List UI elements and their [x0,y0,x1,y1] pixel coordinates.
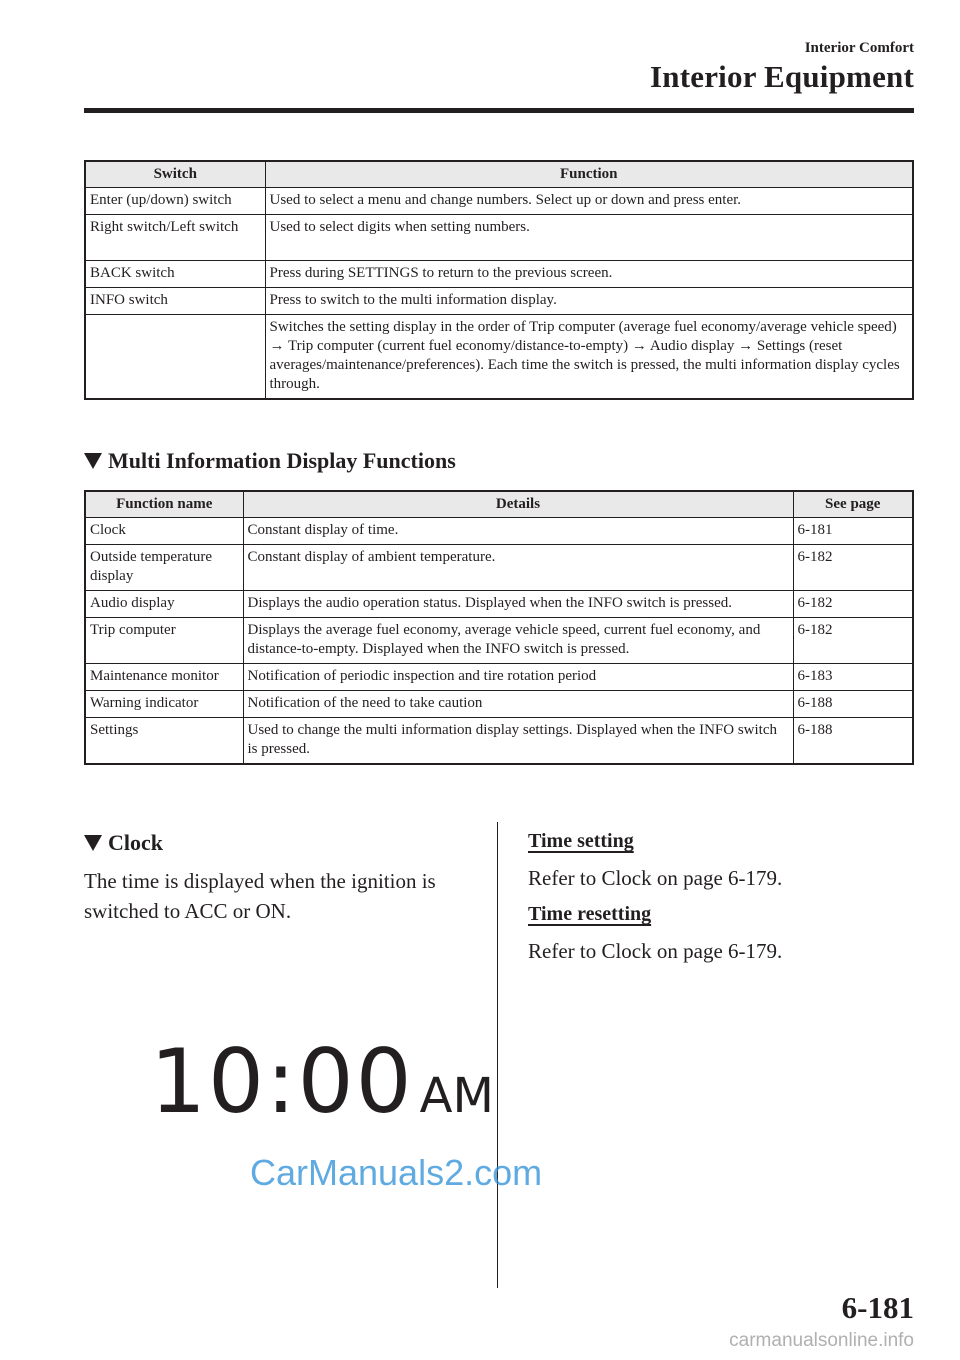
function-name-cell: Trip computer [85,618,243,664]
time-setting-heading: Time setting [528,830,634,852]
header-rule [84,108,914,113]
function-name-cell: Warning indicator [85,691,243,718]
time-resetting-heading: Time resetting [528,903,652,925]
details-cell: Notification of the need to take caution [243,691,793,718]
table-row [85,261,913,288]
function-name-cell: Settings [85,718,243,765]
see-page-cell: 6-182 [793,618,913,664]
time-resetting-text: Refer to Clock on page 6-179. [528,939,783,963]
see-page-cell: 6-188 [793,718,913,765]
see-page-cell: 6-182 [793,591,913,618]
table-row [85,591,913,618]
column-header: Function name [85,491,243,518]
section-heading-text: Multi Information Display Functions [108,448,456,473]
table-row [85,664,913,691]
column-header: Details [243,491,793,518]
details-cell: Constant display of ambient temperature. [243,545,793,591]
function-name-cell: Maintenance monitor [85,664,243,691]
time-setting-text: Refer to Clock on page 6-179. [528,866,783,890]
function-cell: Press to switch to the multi information display. [265,288,913,315]
page-title: Interior Equipment [650,59,914,94]
page-number: 6-181 [841,1290,914,1325]
table-row [85,315,913,400]
clock-section [84,830,484,926]
table-row [85,545,913,591]
table-row [85,518,913,545]
table-row [85,215,913,261]
details-cell: Displays the average fuel economy, average vehicle speed, current fuel economy, and distance-to-empty. Displayed when the INFO switch is pressed. [243,618,793,664]
functions-table [84,490,914,765]
details-cell: Constant display of time. [243,518,793,545]
clock-heading-text: Clock [108,830,163,855]
switch-cell: Enter (up/down) switch [85,188,265,215]
section-label: Interior Comfort [804,40,914,56]
section-heading [84,448,456,474]
page-header [650,40,914,95]
clock-ampm: AM [419,1068,494,1124]
table-header-row [85,161,913,188]
column-header: Switch [85,161,265,188]
function-cell: Used to select digits when setting numbers. [265,215,913,261]
table-row [85,618,913,664]
table-row [85,691,913,718]
clock-time: 10:00 [150,1030,414,1133]
see-page-cell: 6-182 [793,545,913,591]
table-header-row [85,491,913,518]
table-row [85,188,913,215]
function-cell: Press during SETTINGS to return to the previous screen. [265,261,913,288]
switch-cell: INFO switch [85,288,265,315]
details-cell: Used to change the multi information display settings. Displayed when the INFO switch is pressed. [243,718,793,765]
watermark: CarManuals2.com [250,1152,543,1193]
switch-cell: BACK switch [85,261,265,288]
column-divider [497,822,498,1288]
function-cell: Switches the setting display in the order of Trip computer (average fuel economy/average vehicle speed) → Trip computer (current fuel economy/distance-to-empty) → Audio display → Settings (reset averages/maintenance/preferences). Each time the switch is pressed, the multi information display cycles through. [265,315,913,400]
clock-heading [84,830,484,856]
function-cell: Used to select a menu and change numbers. Select up or down and press enter. [265,188,913,215]
details-cell: Displays the audio operation status. Displayed when the INFO switch is pressed. [243,591,793,618]
switch-cell: Right switch/Left switch [85,215,265,261]
see-page-cell: 6-183 [793,664,913,691]
triangle-bullet-icon [84,835,102,851]
switch-table [84,160,914,400]
triangle-bullet-icon [84,453,102,469]
details-cell: Notification of periodic inspection and tire rotation period [243,664,793,691]
function-name-cell: Audio display [85,591,243,618]
table-row [85,288,913,315]
function-name-cell: Clock [85,518,243,545]
time-settings-section [528,830,918,966]
column-header: See page [793,491,913,518]
function-name-cell: Outside temperature display [85,545,243,591]
footer-site: carmanualsonline.info [729,1330,914,1351]
clock-description: The time is displayed when the ignition is switched to ACC or ON. [84,869,436,923]
column-header: Function [265,161,913,188]
clock-display-illustration [150,1030,494,1133]
switch-cell [85,315,265,400]
table-row [85,718,913,765]
see-page-cell: 6-188 [793,691,913,718]
see-page-cell: 6-181 [793,518,913,545]
